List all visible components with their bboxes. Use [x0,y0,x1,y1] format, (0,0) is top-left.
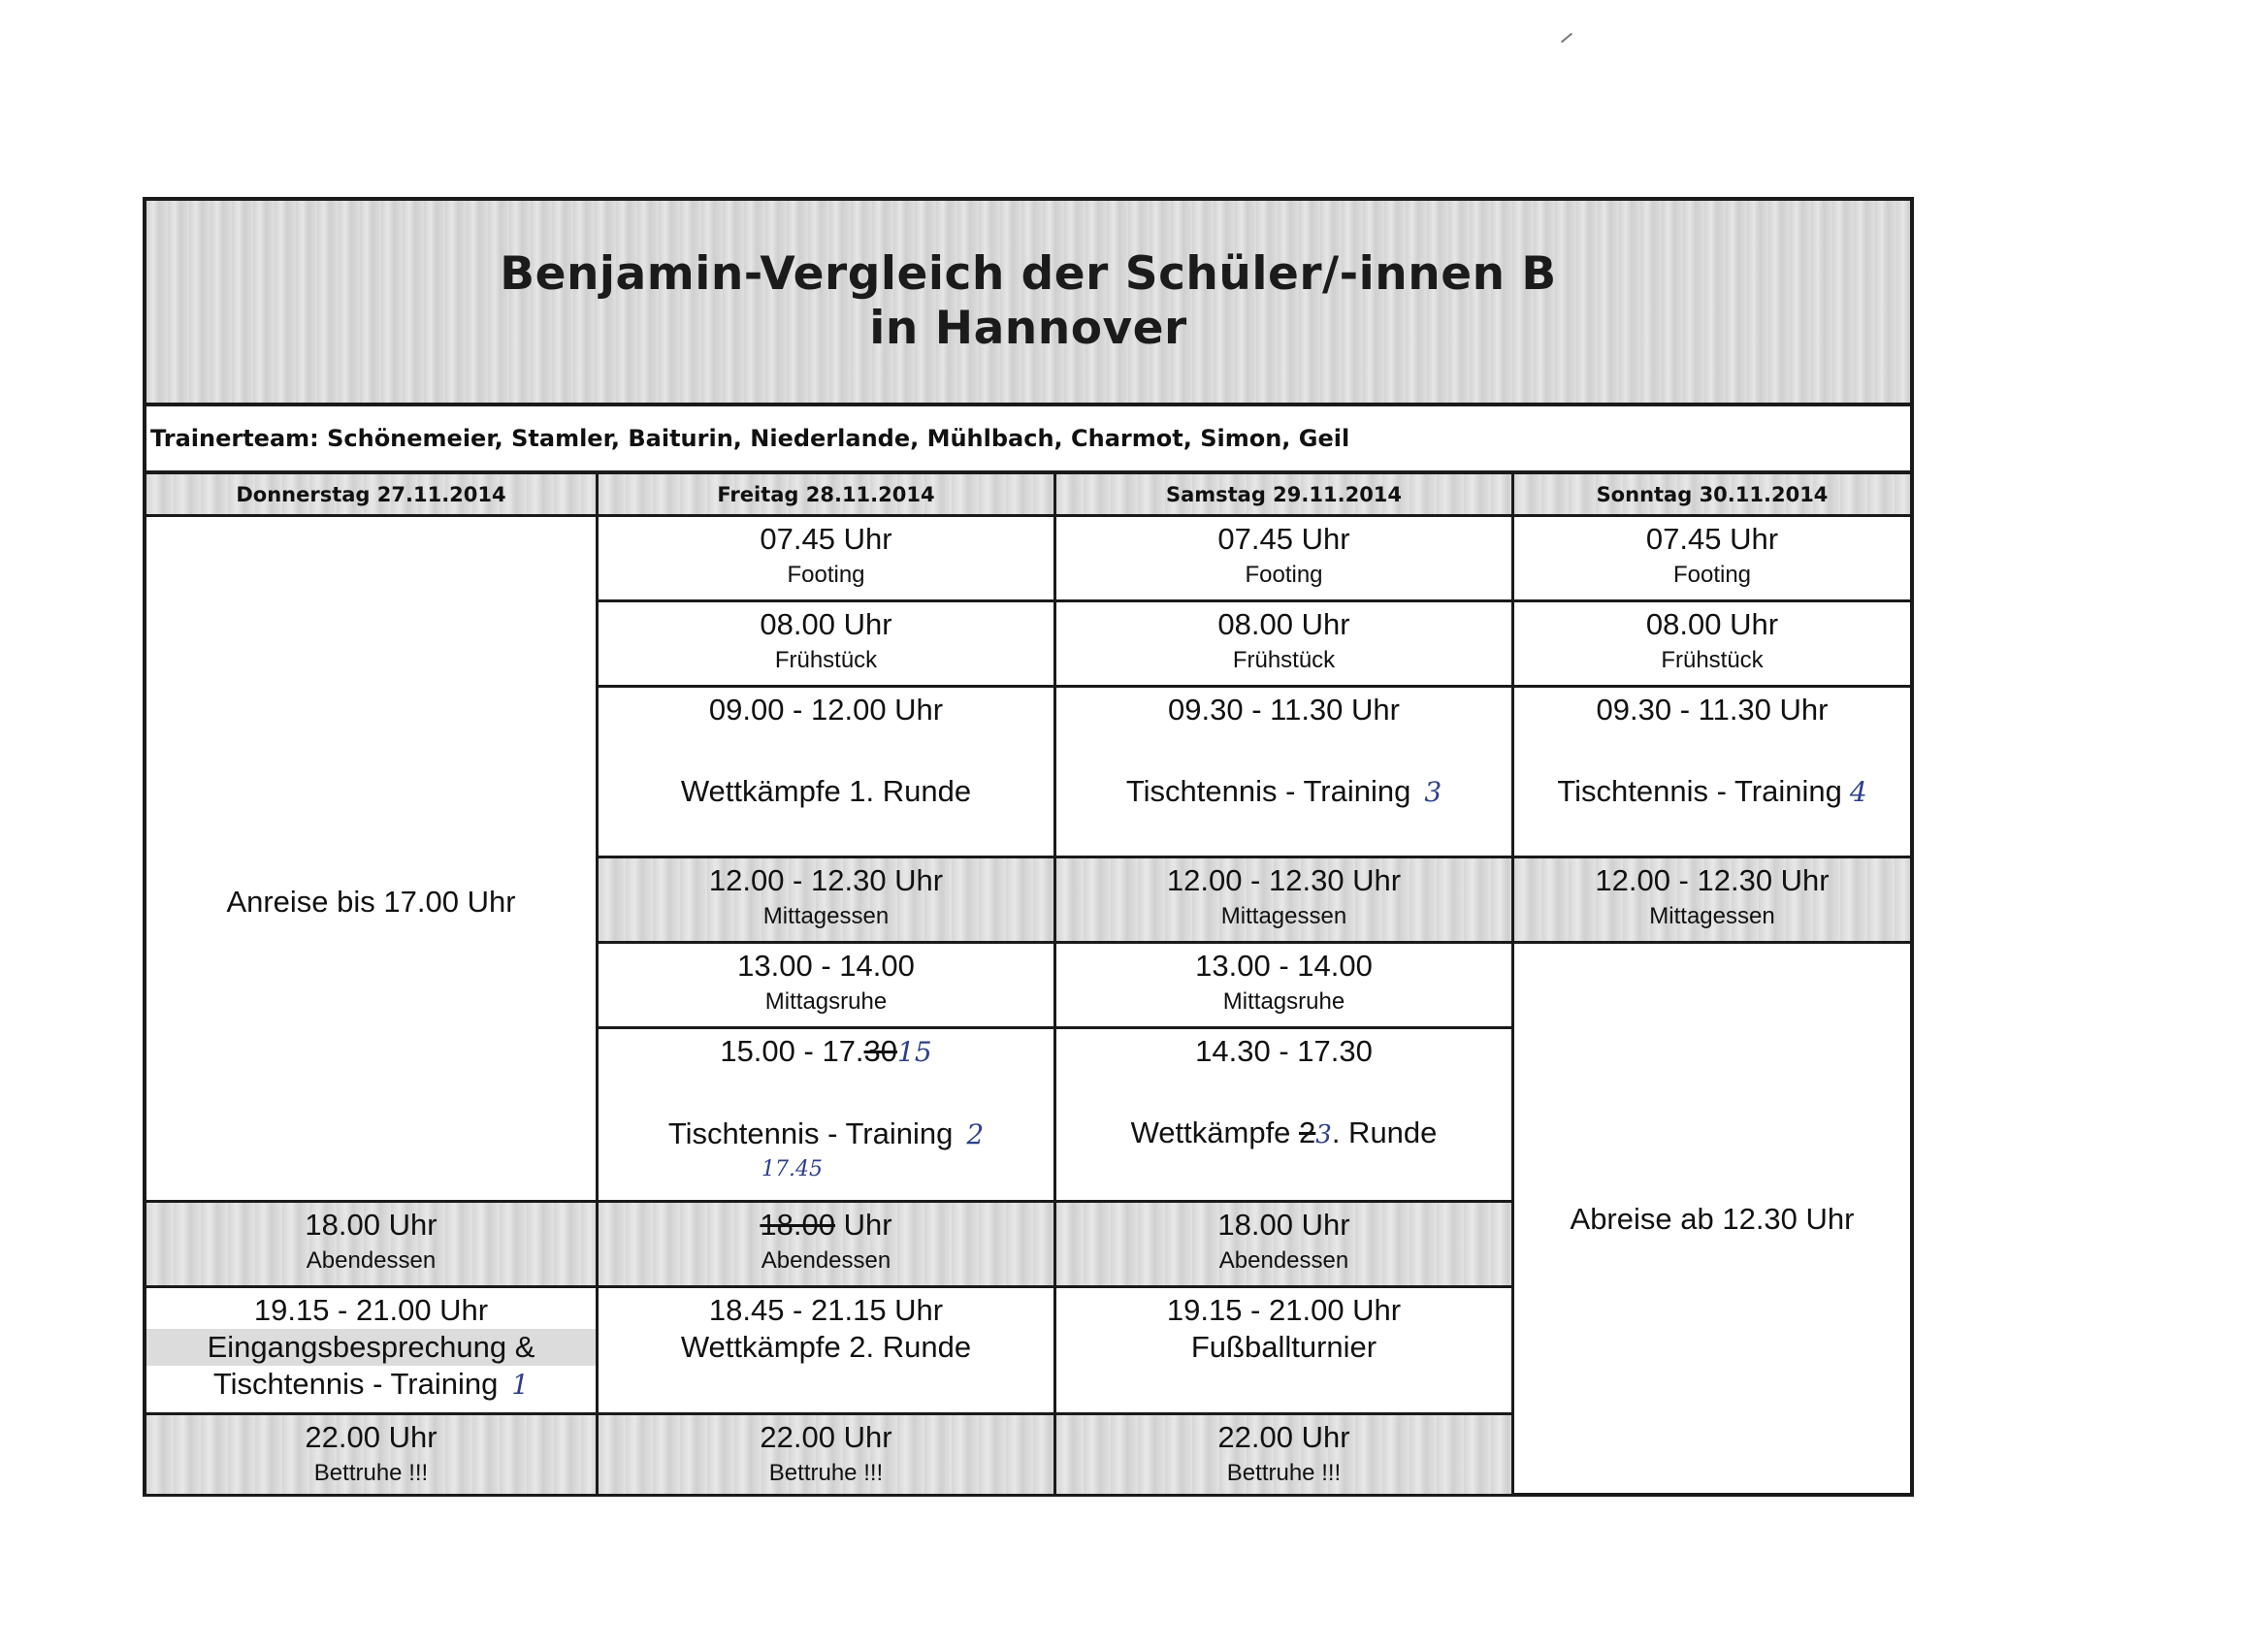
header-sunday: Sonntag 30.11.2014 [1514,474,1910,517]
friday-morning [599,688,1056,858]
saturday-lunch-time: 12.00 - 12.30 Uhr [1166,863,1402,897]
thursday-arrival [146,517,599,1203]
saturday-afternoon-label-handwritten: 3 [1315,1120,1332,1149]
saturday-evening-time: 19.15 - 21.00 Uhr [1166,1293,1402,1327]
friday-dinner-time-struck: 18.00 [760,1208,835,1242]
sunday-footing-label: Footing [1672,562,1752,588]
friday-breakfast-time: 08.00 Uhr [760,607,892,641]
sunday-departure [1514,944,1910,1494]
saturday-morning-label: Tischtennis - Training [1125,774,1411,808]
saturday-morning [1056,688,1514,858]
friday-dinner-time-wrap [599,1203,1053,1244]
friday-rest-label: Mittagsruhe [764,988,888,1015]
sunday-morning-label: Tischtennis - Training [1557,774,1842,808]
friday-rest [599,944,1056,1029]
thursday-night-time: 22.00 Uhr [305,1420,437,1454]
saturday-breakfast-time: 08.00 Uhr [1217,607,1350,641]
saturday-rest-time: 13.00 - 14.00 [1195,949,1373,983]
saturday-dinner-time: 18.00 Uhr [1217,1208,1350,1242]
sunday-morning-time: 09.30 - 11.30 Uhr [1596,693,1829,727]
handwritten-note-2: 2 [966,1118,985,1150]
friday-afternoon [599,1029,1056,1203]
header-saturday: Samstag 29.11.2014 [1056,474,1514,517]
thursday-evening [146,1288,599,1415]
friday-evening-time: 18.45 - 21.15 Uhr [708,1293,944,1327]
sunday-morning [1514,688,1910,858]
handwritten-time-1745: 17.45 [761,1157,823,1181]
thursday-evening-line2-wrap [146,1366,596,1404]
friday-evening-label: Wettkämpfe 2. Runde [680,1330,972,1364]
sunday-lunch-time: 12.00 - 12.30 Uhr [1595,863,1830,897]
friday-morning-label: Wettkämpfe 1. Runde [680,774,972,808]
saturday-lunch-label: Mittagessen [1220,903,1347,929]
saturday-rest-label: Mittagsruhe [1222,988,1345,1015]
sunday-morning-label-wrap [1514,773,1910,811]
title-box [146,201,1910,406]
saturday-night-time: 22.00 Uhr [1217,1420,1350,1454]
handwritten-note-4: 4 [1849,776,1867,808]
saturday-morning-label-wrap [1056,773,1511,811]
friday-afternoon-time-handwritten: 15 [897,1036,932,1068]
saturday-evening [1056,1288,1514,1415]
sunday-footing [1514,517,1910,602]
sunday-lunch [1514,858,1910,944]
friday-breakfast-label: Frühstück [774,647,878,673]
saturday-dinner-label: Abendessen [1218,1247,1349,1274]
friday-afternoon-time-wrap [599,1029,1053,1071]
thursday-night [146,1415,599,1494]
trainer-team: Trainerteam: Schönemeier, Stamler, Baiturin, Niederlande, Mühlbach, Charmot, Simon, Geil [146,406,1910,474]
sunday-lunch-label: Mittagessen [1649,903,1775,929]
friday-afternoon-time-struck: 30 [863,1034,898,1068]
friday-breakfast [599,602,1056,688]
friday-lunch-label: Mittagessen [762,903,890,929]
schedule-table [143,197,1914,1497]
title-line-2: in Hannover [869,302,1187,355]
thursday-night-label: Bettruhe !!! [313,1460,429,1486]
friday-footing-label: Footing [787,562,865,588]
saturday-afternoon-time: 14.30 - 17.30 [1195,1034,1373,1068]
thursday-evening-line2: Tischtennis - Training [212,1367,499,1401]
saturday-afternoon-label-struck: 2 [1299,1116,1316,1149]
saturday-night [1056,1415,1514,1494]
handwritten-note-3: 3 [1424,776,1442,808]
saturday-footing-time: 07.45 Uhr [1217,522,1350,556]
friday-night-time: 22.00 Uhr [760,1420,892,1454]
sunday-departure-text: Abreise ab 12.30 Uhr [1570,1201,1855,1236]
header-thursday: Donnerstag 27.11.2014 [146,474,599,517]
friday-evening [599,1288,1056,1415]
friday-lunch [599,858,1056,944]
friday-night-label: Bettruhe !!! [768,1460,884,1486]
friday-morning-time: 09.00 - 12.00 Uhr [708,693,944,727]
friday-night [599,1415,1056,1494]
saturday-evening-label: Fußballturnier [1190,1330,1377,1364]
friday-footing [599,517,1056,602]
sunday-breakfast [1514,602,1910,688]
thursday-dinner-time: 18.00 Uhr [305,1208,437,1242]
thursday-evening-time: 19.15 - 21.00 Uhr [253,1293,489,1327]
friday-afternoon-label-wrap [599,1116,1053,1153]
saturday-breakfast-label: Frühstück [1232,647,1336,673]
sunday-breakfast-time: 08.00 Uhr [1645,607,1779,641]
saturday-afternoon-label-prefix: Wettkämpfe [1130,1116,1300,1149]
thursday-evening-line1: Eingangsbesprechung & [146,1329,596,1366]
saturday-footing [1056,517,1514,602]
saturday-lunch [1056,858,1514,944]
friday-dinner-time-suffix: Uhr [835,1208,892,1242]
saturday-rest [1056,944,1514,1029]
saturday-footing-label: Footing [1245,562,1323,588]
scan-speck [1561,33,1572,44]
handwritten-note-1: 1 [511,1369,530,1401]
sunday-footing-time: 07.45 Uhr [1645,522,1779,556]
title-line-1: Benjamin-Vergleich der Schüler/-innen B [500,247,1557,301]
friday-footing-time: 07.45 Uhr [760,522,892,556]
saturday-breakfast [1056,602,1514,688]
thursday-arrival-text: Anreise bis 17.00 Uhr [226,885,516,919]
thursday-dinner-label: Abendessen [306,1247,437,1274]
friday-dinner-label: Abendessen [761,1247,891,1274]
sunday-breakfast-label: Frühstück [1661,647,1764,673]
friday-rest-time: 13.00 - 14.00 [737,949,915,983]
friday-afternoon-time-prefix: 15.00 - 17. [720,1034,864,1068]
friday-afternoon-label: Tischtennis - Training [667,1116,954,1150]
saturday-night-label: Bettruhe !!! [1226,1460,1342,1486]
saturday-dinner [1056,1203,1514,1288]
friday-lunch-time: 12.00 - 12.30 Uhr [708,863,944,897]
saturday-afternoon-label-suffix: . Runde [1331,1116,1438,1149]
friday-dinner [599,1203,1056,1288]
saturday-afternoon [1056,1029,1514,1203]
thursday-dinner [146,1203,599,1288]
header-friday: Freitag 28.11.2014 [599,474,1056,517]
saturday-morning-time: 09.30 - 11.30 Uhr [1168,693,1400,727]
saturday-afternoon-label-wrap [1056,1115,1511,1153]
